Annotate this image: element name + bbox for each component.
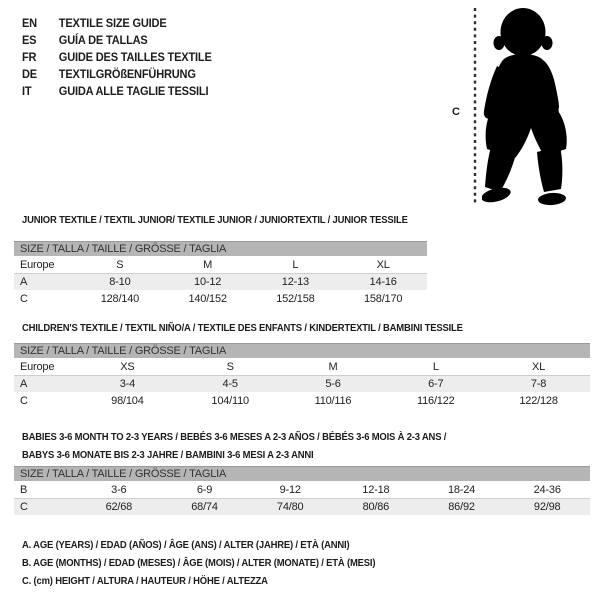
- row-label: Europe: [20, 258, 55, 271]
- row-label: C: [20, 292, 28, 305]
- age-cell: 10-12: [194, 276, 222, 288]
- size-header-row: SIZE / TALLA / TAILLE / GRÖSSE / TAGLIA: [14, 343, 590, 358]
- row-label: B: [20, 483, 28, 496]
- height-cell: 158/170: [363, 292, 403, 305]
- age-cell: 9-12: [279, 483, 301, 496]
- language-code: DE: [22, 67, 37, 81]
- table-row-height: [14, 392, 590, 409]
- table-row-height: [14, 290, 427, 307]
- age-cell: 12-18: [362, 483, 390, 496]
- babies-title-line-2: BABYS 3-6 MONATE BIS 2-3 JAHRE / BAMBINI 3-6 MESI A 2-3 ANNI: [22, 449, 314, 461]
- language-title: GUÍA DE TALLAS: [58, 33, 148, 47]
- height-measure-label: C: [452, 106, 460, 118]
- language-row-de: [22, 66, 212, 83]
- row-label: A: [20, 276, 28, 288]
- height-dashed-line-icon: [473, 8, 477, 206]
- legend-notes: [22, 536, 415, 590]
- height-cell: 152/158: [276, 292, 315, 305]
- size-cell: L: [432, 360, 439, 373]
- row-label: C: [20, 501, 28, 513]
- age-cell: 4-5: [222, 378, 238, 390]
- babies-title-line-1: BABIES 3-6 MONTH TO 2-3 YEARS / BEBÉS 3-6 MESES A 2-3 AÑOS / BÉBÉS 3-6 MOIS À 2-3 ANS /: [22, 431, 447, 443]
- age-cell: 8-10: [109, 276, 131, 288]
- row-label: C: [20, 394, 28, 407]
- table-row-age: [14, 273, 427, 290]
- language-row-es: [22, 32, 212, 49]
- age-cell: 5-6: [325, 378, 341, 390]
- age-cell: 6-9: [196, 483, 213, 496]
- language-code: ES: [22, 33, 37, 47]
- table-row-age-months: [14, 481, 590, 498]
- age-cell: 7-8: [530, 378, 547, 390]
- language-code: EN: [22, 16, 37, 30]
- height-cell: 110/116: [314, 394, 352, 407]
- height-cell: 116/122: [417, 394, 455, 407]
- size-header-row: SIZE / TALLA / TAILLE / GRÖSSE / TAGLIA: [14, 466, 590, 481]
- height-cell: 68/74: [191, 501, 218, 513]
- height-cell: 122/128: [519, 394, 558, 407]
- height-cell: 62/68: [105, 501, 133, 513]
- language-row-it: [22, 83, 212, 100]
- table-row-europe: [14, 256, 427, 273]
- height-cell: 80/86: [362, 501, 390, 513]
- age-cell: 6-7: [428, 378, 444, 390]
- babies-table-title: [22, 428, 446, 464]
- table-row-height: [14, 498, 590, 515]
- children-size-table: [14, 343, 590, 409]
- height-cell: 98/104: [111, 394, 144, 407]
- babies-size-table: [14, 466, 590, 515]
- row-label: Europe: [20, 360, 55, 373]
- children-table-title: CHILDREN'S TEXTILE / TEXTIL NIÑO/A / TEXTILE DES ENFANTS / KINDERTEXTIL / BAMBINI TESSILE: [22, 322, 463, 334]
- height-cell: 74/80: [276, 501, 304, 513]
- table-row-age: [14, 375, 590, 392]
- language-title: TEXTILE SIZE GUIDE: [58, 16, 167, 30]
- language-title: GUIDA ALLE TAGLIE TESSILI: [58, 84, 209, 98]
- junior-table-title: JUNIOR TEXTILE / TEXTIL JUNIOR/ TEXTILE JUNIOR / JUNIORTEXTIL / JUNIOR TESSILE: [22, 214, 408, 226]
- size-cell: S: [226, 360, 234, 373]
- age-cell: 18-24: [447, 483, 476, 496]
- language-title: TEXTILGRÖßENFÜHRUNG: [58, 67, 196, 81]
- toddler-silhouette-icon: [482, 6, 592, 208]
- language-code: IT: [22, 84, 32, 98]
- age-cell: 24-36: [533, 483, 561, 496]
- size-cell: L: [292, 258, 299, 271]
- language-row-en: [22, 15, 212, 32]
- size-cell: M: [203, 258, 213, 271]
- language-title-list: [22, 15, 228, 100]
- note-b: B. AGE (MONTHS) / EDAD (MESES) / ÂGE (MOIS) / ALTER (MONATE) / ETÀ (MESI): [22, 557, 376, 569]
- size-cell: XL: [532, 360, 546, 373]
- size-cell: XS: [120, 360, 135, 373]
- age-cell: 14-16: [369, 276, 397, 288]
- note-a: A. AGE (YEARS) / EDAD (AÑOS) / ÂGE (ANS) / ALTER (JAHRE) / ETÀ (ANNI): [22, 539, 350, 551]
- age-cell: 3-4: [119, 378, 136, 390]
- size-cell: S: [116, 258, 124, 271]
- size-cell: M: [328, 360, 338, 373]
- size-cell: XL: [376, 258, 390, 271]
- row-label: A: [20, 378, 28, 390]
- height-cell: 128/140: [100, 292, 140, 305]
- junior-size-table: [14, 241, 427, 307]
- language-code: FR: [22, 50, 37, 64]
- height-cell: 92/98: [533, 501, 561, 513]
- age-cell: 3-6: [111, 483, 127, 496]
- height-cell: 104/110: [211, 394, 249, 407]
- age-cell: 12-13: [281, 276, 309, 288]
- table-row-europe: [14, 358, 590, 375]
- note-c: C. (cm) HEIGHT / ALTURA / HAUTEUR / HÖHE / ALTEZZA: [22, 575, 268, 587]
- size-header-row: SIZE / TALLA / TAILLE / GRÖSSE / TAGLIA: [14, 241, 427, 256]
- height-cell: 86/92: [448, 501, 475, 513]
- language-title: GUIDE DES TAILLES TEXTILE: [58, 50, 212, 64]
- language-row-fr: [22, 49, 212, 66]
- height-cell: 140/152: [188, 292, 227, 305]
